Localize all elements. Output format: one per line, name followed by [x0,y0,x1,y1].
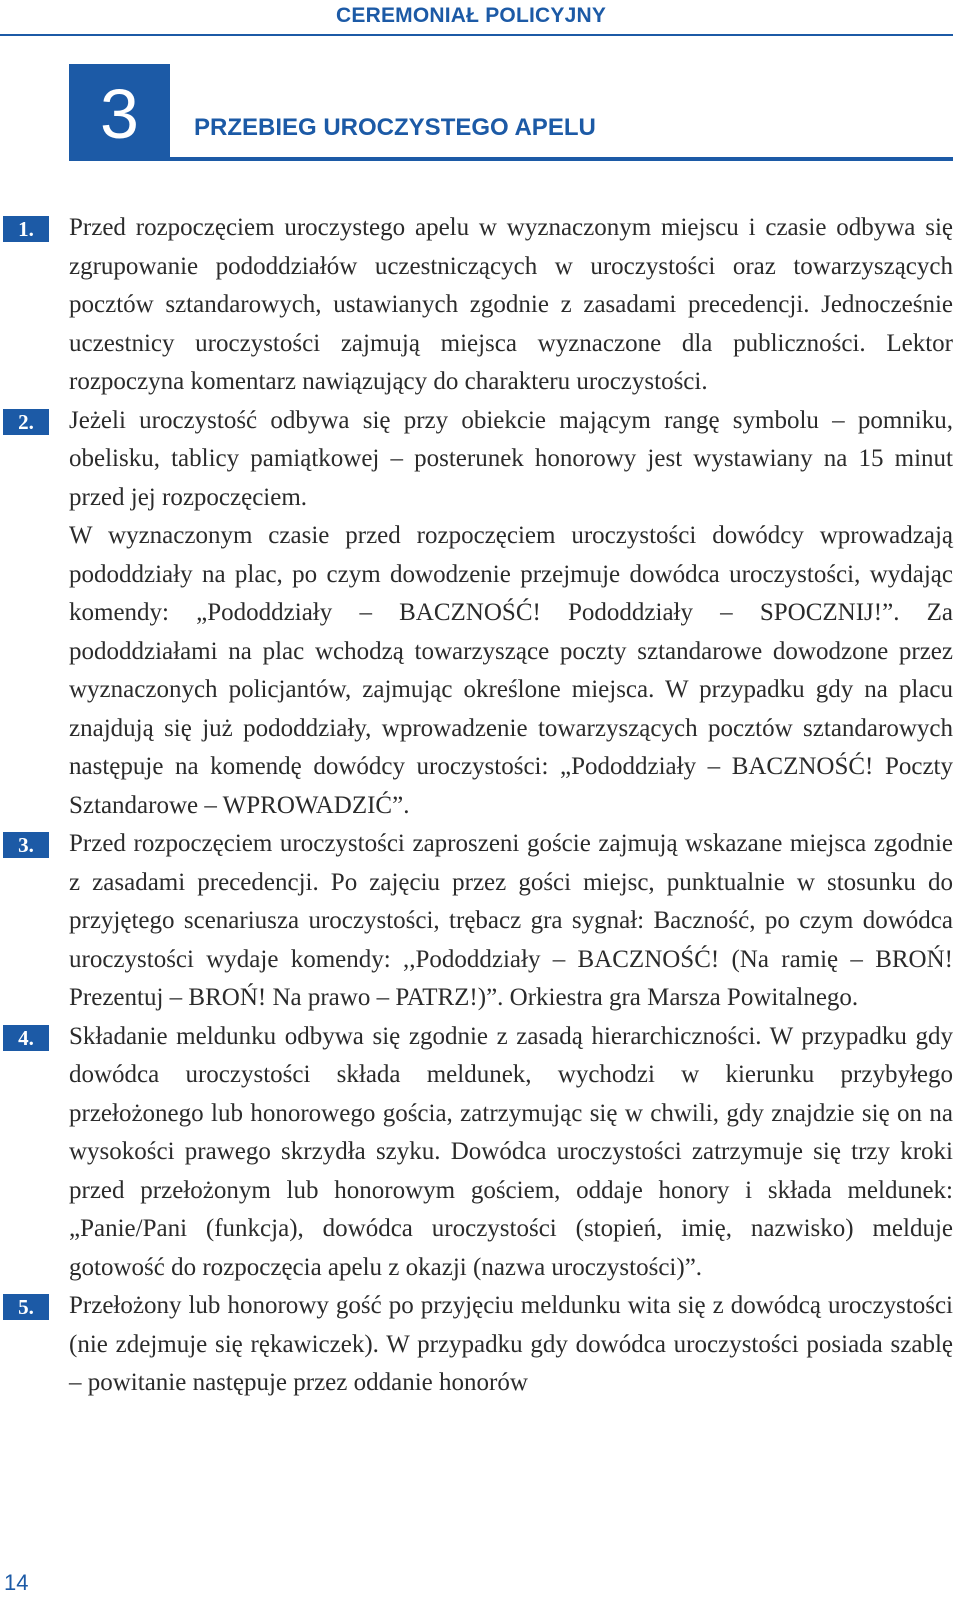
page-number: 14 [4,1570,29,1595]
item-number-badge: 2. [3,409,49,435]
chapter-number: 3 [100,75,139,153]
item-paragraph: Składanie meldunku odbywa się zgodnie z zasadą hierarchiczności. W przypadku gdy dowódca uroczystości składa meldunek, wychodzi w kierunku przybyłego przełożonego lub honorowego gościa, zatrzymując się w chwili, gdy znajdzie się on na wysokości prawego skrzydła szyku. Dowódca uroczystości zatrzymuje się trzy kroki przed przełożonym lub honorowym gościem, oddaje honory i składa meldunek: „Panie/Pani (funkcja), dowódca uroczystości (stopień, imię, nazwisko) melduje gotowość do rozpoczęcia apelu z okazji (nazwa uroczystości)”. [69,1022,953,1281]
running-header-title: CEREMONIAŁ POLICYJNY [336,4,607,27]
list-item [18,1287,953,1403]
item-paragraph: Przełożony lub honorowy gość po przyjęciu meldunku wita się z dowódcą uroczystości (nie zdejmuje się rękawiczek). W przypadku gdy dowódca uroczystości posiada szablę – powitanie następuje przez oddanie honorów [69,1292,953,1396]
chapter-title-underline [69,157,953,161]
item-number-badge: 1. [3,216,49,242]
item-paragraph: Przed rozpoczęciem uroczystego apelu w wyznaczonym miejscu i czasie odbywa się zgrupowanie pododdziałów uczestniczących w uroczystości oraz towarzyszących pocztów sztandarowych, ustawianych zgodnie z zasadami precedencji. Jednocześnie uczestnicy uroczystości zajmują miejsca wyznaczone dla publiczności. Lektor rozpoczyna komentarz nawiązujący do charakteru uroczystości. [69,214,953,395]
list-item [18,402,953,826]
item-number-badge: 3. [3,832,49,858]
item-paragraph: Jeżeli uroczystość odbywa się przy obiekcie mającym rangę symbolu – pomniku, obelisku, tablicy pamiątkowej – posterunek honorowy jest wystawiany na 15 minut przed jej rozpoczęciem. [69,406,953,511]
item-number-badge: 5. [3,1294,49,1320]
chapter-title: PRZEBIEG UROCZYSTEGO APELU [194,114,596,141]
running-header [0,0,953,36]
chapter-number-block [69,64,170,160]
list-item [18,825,953,1018]
document-body [18,209,953,1403]
item-paragraph: W wyznaczonym czasie przed rozpoczęciem uroczystości dowódcy wprowadzają pododdziały na plac, po czym dowodzenie przejmuje dowódca uroczystości, wydając komendy: „Pododdziały – BACZNOŚĆ! Pododdziały – SPOCZNIJ!”. Za pododdziałami na plac wchodzą towarzyszące poczty sztandarowe dowodzone przez wyznaczonych policjantów, zajmując określone miejsca. W przypadku gdy na placu znajdują się już pododdziały, wprowadzenie towarzyszących pocztów sztandarowych następuje na komendę dowódcy uroczystości: „Pododdziały – BACZNOŚĆ! Poczty Sztandarowe – WPROWADZIĆ”. [69,522,953,819]
item-number-badge: 4. [3,1025,49,1051]
list-item [18,209,953,402]
item-paragraph: Przed rozpoczęciem uroczystości zaproszeni goście zajmują wskazane miejsca zgodnie z zasadami precedencji. Po zajęciu przez gości miejsc, punktualnie w stosunku do przyjętego scenariusza uroczystości, trębacz gra sygnał: Baczność, po czym dowódca uroczystości wydaje komendy: ,,Pododdziały – BACZNOŚĆ! (Na ramię – BROŃ! Prezentuj – BROŃ! Na prawo – PATRZ!)”. Orkiestra gra Marsza Powitalnego. [69,830,953,1011]
list-item [18,1018,953,1288]
